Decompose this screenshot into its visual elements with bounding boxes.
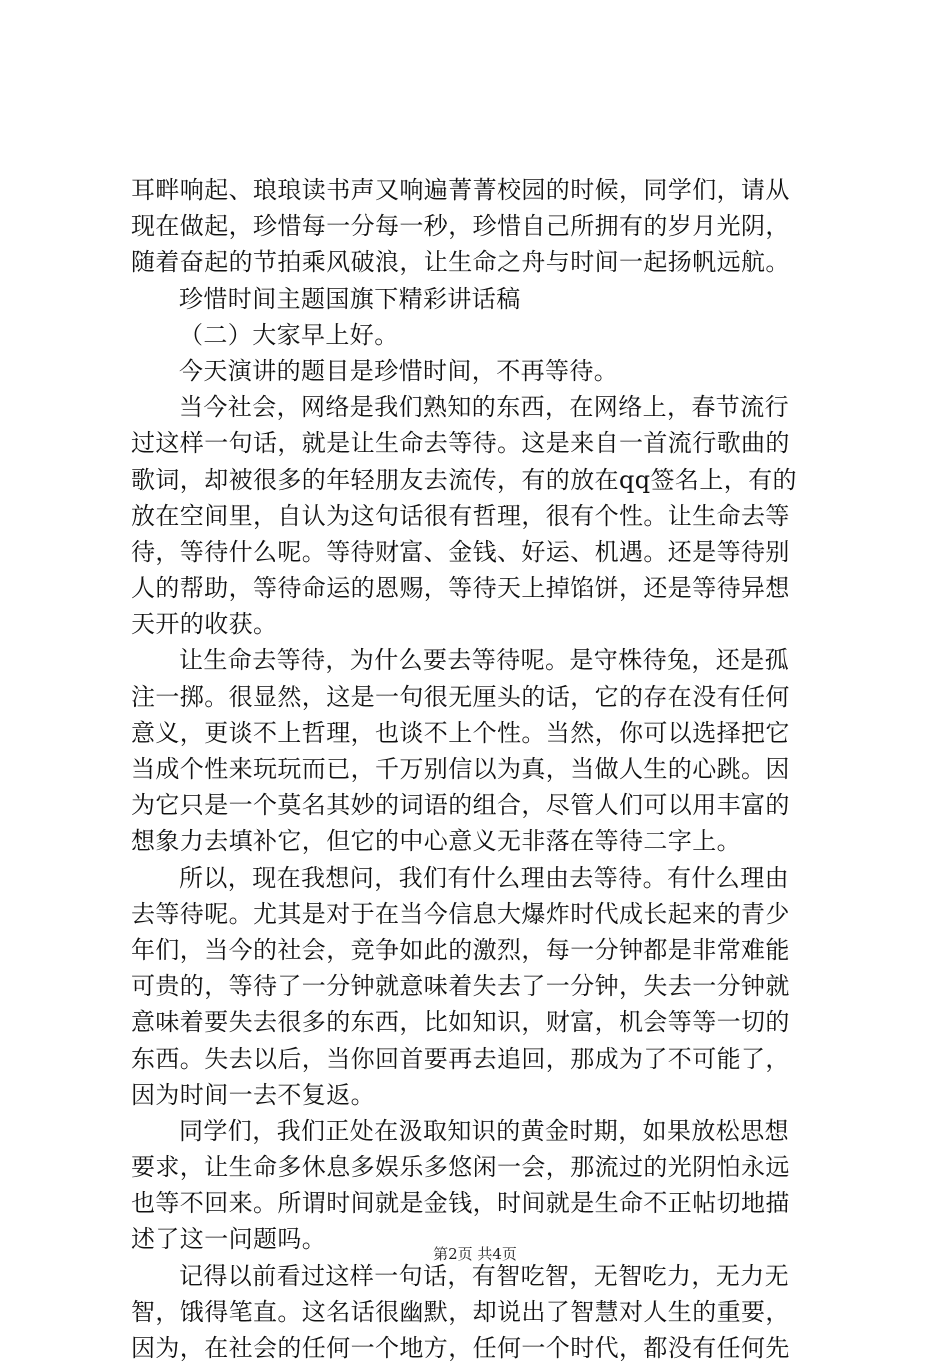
text-line: 歌词，却被很多的年轻朋友去流传，有的放在qq签名上，有的 [131,465,797,494]
text-line: 为它只是一个莫名其妙的词语的组合，尽管人们可以用丰富的 [131,791,790,820]
text-line: 随着奋起的节拍乘风破浪，让生命之舟与时间一起扬帆远航。 [131,248,790,277]
text-line: 同学们，我们正处在汲取知识的黄金时期，如果放松思想 [179,1116,789,1145]
text-line: 述了这一问题吗。 [131,1225,327,1254]
text-line: 今天演讲的题目是珍惜时间，不再等待。 [179,356,619,385]
text-line: 智，饿得笔直。这名话很幽默，却说出了智慧对人生的重要， [131,1297,790,1326]
text-line: 当今社会，网络是我们熟知的东西，在网络上，春节流行 [179,393,789,422]
text-line: 待，等待什么呢。等待财富、金钱、好运、机遇。还是等待别 [131,537,790,566]
text-line: 去等待呢。尤其是对于在当今信息大爆炸时代成长起来的青少 [131,899,790,928]
text-line: 东西。失去以后，当你回首要再去追回，那成为了不可能了， [131,1044,790,1073]
text-line: （二）大家早上好。 [179,320,399,349]
text-line: 当成个性来玩玩而已，千万别信以为真，当做人生的心跳。因 [131,755,790,783]
text-line: 因为时间一去不复返。 [131,1080,375,1109]
text-line: 天开的收获。 [131,610,278,639]
text-line: 现在做起，珍惜每一分每一秒，珍惜自己所拥有的岁月光阴， [131,212,790,241]
text-line: 想象力去填补它，但它的中心意义无非落在等待二字上。 [131,827,741,856]
text-line: 意味着要失去很多的东西，比如知识，财富，机会等等一切的 [131,1008,790,1037]
text-line: 珍惜时间主题国旗下精彩讲话稿 [179,284,521,313]
text-line: 也等不回来。所谓时间就是金钱，时间就是生命不正帖切地描 [131,1189,790,1218]
text-line: 要求，让生命多休息多娱乐多悠闲一会，那流过的光阴怕永远 [131,1153,790,1182]
text-line: 记得以前看过这样一句话，有智吃智，无智吃力，无力无 [179,1261,789,1290]
text-line: 让生命去等待，为什么要去等待呢。是守株待兔，还是孤 [179,646,789,675]
text-line: 可贵的，等待了一分钟就意味着失去了一分钟，失去一分钟就 [131,972,790,1001]
text-line: 注一掷。很显然，这是一句很无厘头的话，它的存在没有任何 [131,682,790,711]
text-line: 所以，现在我想问，我们有什么理由去等待。有什么理由 [179,863,789,892]
text-line: 因为，在社会的任何一个地方，任何一个时代，都没有任何先 [131,1334,790,1362]
text-line: 年们，当今的社会，竞争如此的激烈，每一分钟都是非常难能 [131,935,790,964]
page-number-label: 第2页 共4页 [433,1245,517,1263]
page-footer [0,1244,950,1264]
text-line: 意义，更谈不上哲理，也谈不上个性。当然，你可以选择把它 [131,718,790,747]
document-body [131,172,831,1366]
text-line: 人的帮助，等待命运的恩赐，等待天上掉馅饼，还是等待异想 [131,574,790,603]
text-line: 放在空间里，自认为这句话很有哲理，很有个性。让生命去等 [131,501,790,530]
text-line: 耳畔响起、琅琅读书声又响遍菁菁校园的时候，同学们，请从 [131,176,790,204]
text-line: 过这样一句话，就是让生命去等待。这是来自一首流行歌曲的 [131,429,790,458]
